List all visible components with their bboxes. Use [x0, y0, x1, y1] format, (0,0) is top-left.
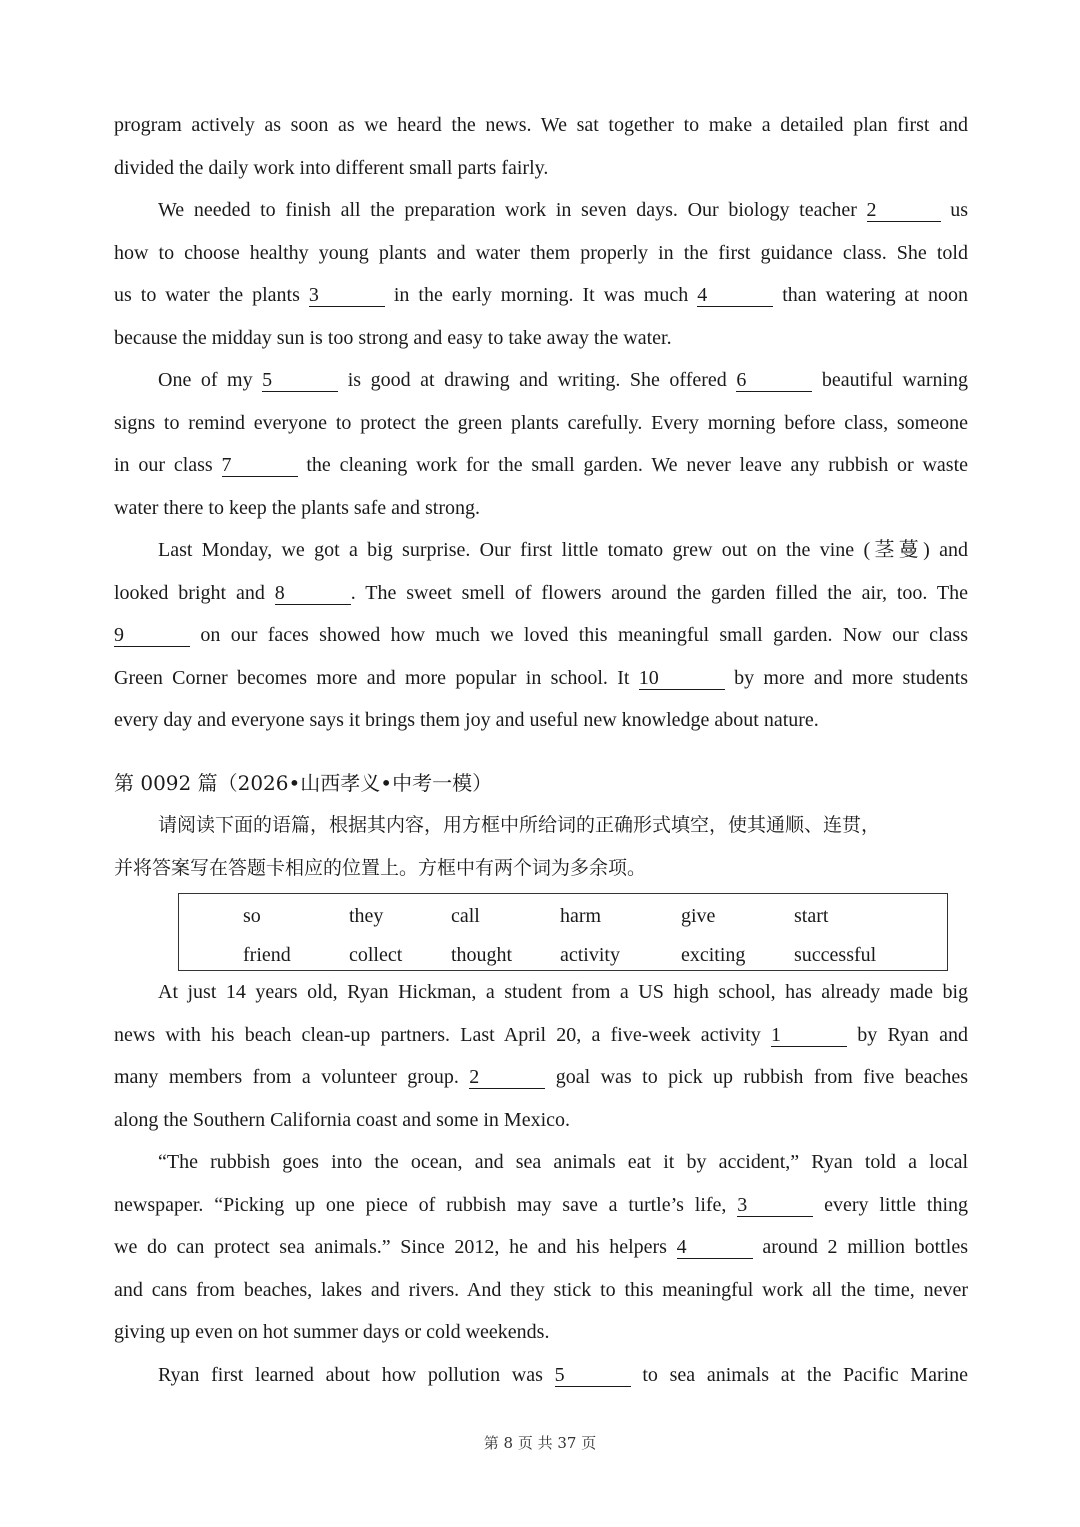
word-bank-item: so [243, 905, 261, 927]
text-segment: the cleaning work for the small garden. We never leave any rubbish or waste [306, 454, 969, 476]
text-segment: many members from a volunteer group. [114, 1066, 459, 1088]
text-segment: . The sweet smell of flowers around the garden filled the air, too. The [350, 581, 968, 604]
word-bank-item: give [681, 905, 716, 927]
text-line: At just 14 years old, Ryan Hickman, a student from a US high school, has already made big [158, 981, 968, 1003]
text-line: program actively as soon as we heard the news. We sat together to make a detailed plan first and [114, 114, 968, 136]
text-segment: us [950, 199, 969, 221]
text-segment: news with his beach clean-up partners. Last April 20, a five-week activity [114, 1023, 761, 1046]
text-segment: we do can protect sea animals.” Since 2012, he and his helpers [114, 1236, 667, 1258]
text-segment: every little thing [824, 1193, 968, 1216]
passage-b-paragraph-1 [114, 971, 968, 1141]
text-line: water there to keep the plants safe and strong. [114, 496, 480, 519]
text-line [114, 1354, 968, 1397]
section-title: 第 0092 篇（2026•山西孝义•中考一模） [114, 770, 493, 795]
text-line [114, 1056, 968, 1099]
blank-6: 6 [736, 369, 812, 392]
text-line [114, 189, 968, 232]
passage-b-paragraph-2 [114, 1141, 968, 1354]
word-bank-item: harm [560, 905, 602, 927]
text-segment: newspaper. “Picking up one piece of rubbish may save a turtle’s life, [114, 1193, 727, 1216]
text-line [114, 444, 968, 487]
blank-9: 9 [114, 624, 190, 647]
text-line: every day and everyone says it brings them joy and useful new knowledge about nature. [114, 709, 819, 731]
text-line: Last Monday, we got a big surprise. Our first little tomato grew out on the vine (茎蔓) and [158, 539, 968, 561]
blank-10: 10 [639, 667, 725, 690]
blank-2: 2 [867, 199, 941, 222]
blank-3: 3 [309, 284, 385, 307]
blank-8: 8 [275, 582, 351, 605]
instruction-line: 并将答案写在答题卡相应的位置上。方框中有两个词为多余项。 [114, 856, 647, 879]
text-segment: in the early morning. It was much [393, 284, 689, 306]
text-line [114, 359, 968, 402]
text-line [114, 1014, 968, 1057]
text-segment: than watering at noon [782, 284, 969, 306]
text-line [114, 614, 968, 657]
text-line [114, 1184, 968, 1227]
text-line [114, 274, 968, 317]
word-bank-item: start [794, 905, 829, 927]
blank-5: 5 [262, 369, 338, 392]
text-line [114, 657, 968, 700]
text-segment: goal was to pick up rubbish from five beaches [555, 1066, 968, 1088]
word-bank-item: they [349, 905, 384, 927]
text-line: giving up even on hot summer days or cold weekends. [114, 1321, 550, 1343]
blank-2: 2 [469, 1066, 545, 1089]
text-line [114, 1226, 968, 1269]
passage-a-paragraph-1 [114, 104, 968, 189]
text-segment: One of my [158, 369, 253, 391]
text-segment: on our faces showed how much we loved this meaningful small garden. Now our class [200, 624, 968, 646]
text-segment: to sea animals at the Pacific Marine [642, 1363, 969, 1386]
text-line: divided the daily work into different small parts fairly. [114, 156, 549, 179]
text-segment: beautiful warning [821, 369, 969, 391]
passage-a-paragraph-4 [114, 529, 968, 742]
blank-7: 7 [222, 454, 298, 477]
text-segment: looked bright and [114, 581, 265, 604]
text-line: along the Southern California coast and some in Mexico. [114, 1108, 571, 1131]
text-segment: We needed to finish all the preparation work in seven days. Our biology teacher [158, 199, 857, 221]
text-line: signs to remind everyone to protect the green plants carefully. Every morning before class, someone [114, 411, 968, 434]
text-segment: in our class [114, 454, 213, 476]
passage-b-paragraph-3 [114, 1354, 968, 1397]
text-segment: is good at drawing and writing. She offered [347, 369, 727, 391]
text-line [114, 572, 968, 615]
blank-4: 4 [697, 284, 773, 307]
document-page [114, 104, 968, 1396]
word-bank-item: successful [794, 944, 877, 966]
word-bank-box [178, 893, 948, 971]
blank-4: 4 [677, 1236, 753, 1259]
instruction-line: 请阅读下面的语篇，根据其内容，用方框中所给词的正确形式填空，使其通顺、连贯， [158, 814, 881, 836]
text-line: “The rubbish goes into the ocean, and sea animals eat it by accident,” Ryan told a local [158, 1151, 968, 1173]
word-bank-item: friend [243, 944, 291, 966]
word-bank-row [179, 896, 947, 936]
word-bank-row [179, 935, 947, 975]
word-bank-item: collect [349, 944, 403, 966]
text-segment: Green Corner becomes more and more popular in school. It [114, 666, 630, 689]
text-segment: us to water the plants [114, 284, 300, 306]
blank-5: 5 [555, 1364, 631, 1387]
page-footer: 第 8 页 共 37 页 [483, 1434, 597, 1452]
passage-a-paragraph-3 [114, 359, 968, 529]
word-bank-item: call [451, 905, 480, 927]
text-segment: by more and more students [734, 666, 969, 689]
word-bank-item: exciting [681, 944, 746, 966]
text-segment: by Ryan and [857, 1023, 969, 1046]
text-segment: Ryan first learned about how pollution was [158, 1363, 543, 1386]
word-bank-item: thought [451, 944, 513, 966]
text-line: and cans from beaches, lakes and rivers. And they stick to this meaningful work all the time, never [114, 1278, 968, 1301]
text-segment: around 2 million bottles [762, 1236, 969, 1258]
blank-1: 1 [771, 1024, 847, 1047]
word-bank-item: activity [560, 944, 620, 966]
text-line: how to choose healthy young plants and water them properly in the first guidance class. She told [114, 241, 968, 264]
passage-a-paragraph-2 [114, 189, 968, 359]
text-line: because the midday sun is too strong and easy to take away the water. [114, 326, 672, 349]
blank-3: 3 [737, 1194, 813, 1217]
